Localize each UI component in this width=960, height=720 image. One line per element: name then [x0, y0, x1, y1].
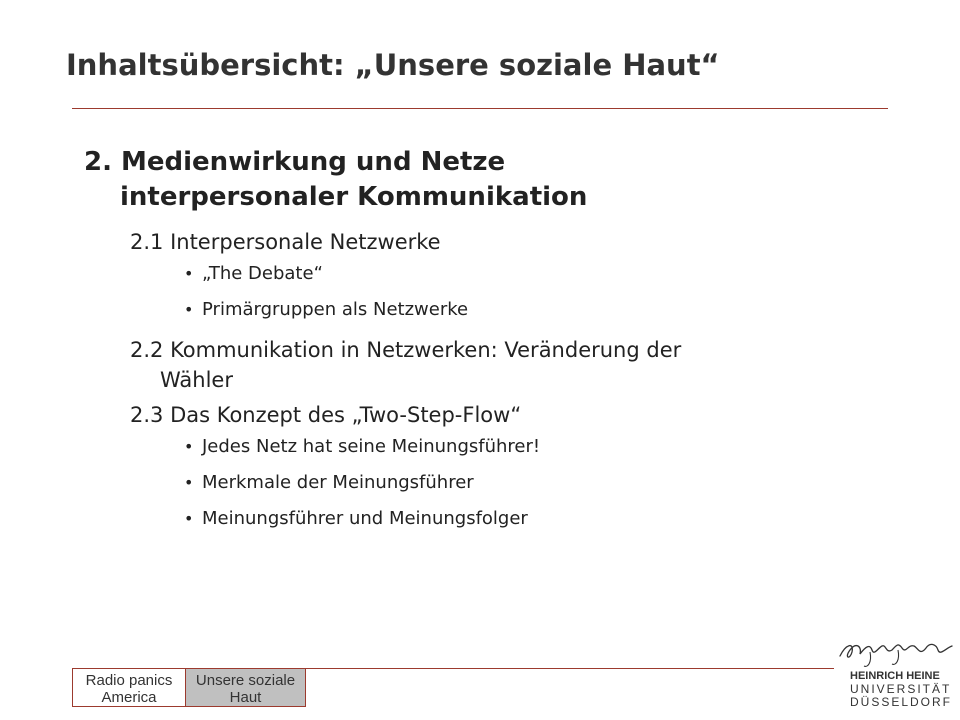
title-divider	[72, 108, 888, 109]
nav-tab-radio-panics[interactable]	[72, 669, 186, 707]
subsection-2-1: 2.1 Interpersonale Netzwerke	[130, 230, 441, 254]
subsection-2-1-bullets	[84, 263, 884, 321]
section-heading-line2: interpersonaler Kommunikation	[120, 182, 588, 212]
nav-tab-label-line2: America	[101, 689, 157, 706]
bullet-item: • Jedes Netz hat seine Meinungsführer!	[184, 436, 884, 458]
nav-tab-label-line1: Radio panics	[85, 672, 173, 689]
section-heading	[84, 145, 884, 215]
bullet-item: • Primärgruppen als Netzwerke	[184, 299, 884, 321]
slide-content	[84, 145, 884, 544]
subsection-2-2-line2: Wähler	[160, 368, 233, 392]
nav-tab-label-line2: Haut	[229, 689, 262, 706]
subsection-2-2	[130, 335, 884, 395]
subsection-2-2-line1: 2.2 Kommunikation in Netzwerken: Veränderung der	[130, 338, 682, 362]
slide-title: Inhaltsübersicht: „Unsere soziale Haut“	[66, 48, 720, 82]
section-heading-line1: 2. Medienwirkung und Netze	[84, 147, 506, 177]
bullet-item: • Merkmale der Meinungsführer	[184, 472, 884, 494]
logo-line3: DÜSSELDORF	[850, 695, 953, 709]
logo-line1: HEINRICH HEINE	[850, 670, 940, 682]
nav-tab-label-line1: Unsere soziale	[195, 672, 296, 689]
logo-line2: UNIVERSITÄT	[850, 682, 952, 696]
subsection-2-3: 2.3 Das Konzept des „Two-Step-Flow“	[130, 403, 522, 427]
university-logo	[836, 636, 954, 718]
bullet-item: • „The Debate“	[184, 263, 884, 285]
bullet-item: • Meinungsführer und Meinungsfolger	[184, 508, 884, 530]
nav-tab-unsere-soziale-haut[interactable]	[185, 669, 306, 707]
signature-logo-icon	[836, 636, 954, 670]
subsection-2-3-bullets	[84, 436, 884, 530]
